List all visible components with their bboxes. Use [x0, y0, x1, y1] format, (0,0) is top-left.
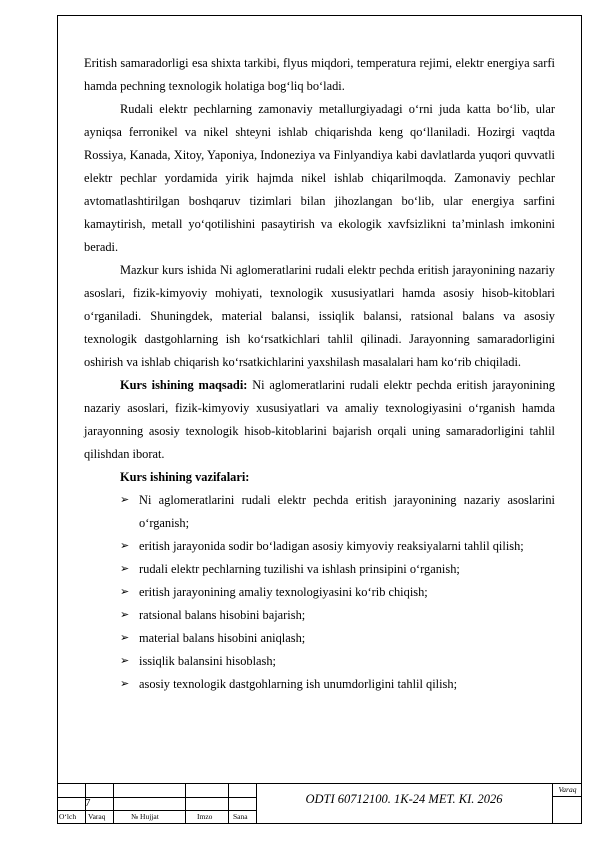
- goal-text: Ni aglomeratlarini rudali elektr pechda eritish jarayonining nazariy asoslari, fizik-kimyoviy xususiyatlari va amaliy texnologiyasini o‘rganish hamda jarayonning asosiy texnologik hisob-kitoblarini bajarish orqali uning samaradorligini tahlil qilishdan iborat.: [84, 378, 555, 461]
- arrow-bullet-icon: ➢: [120, 540, 130, 552]
- list-item: ➢ ratsional balans hisobini bajarish;: [84, 604, 555, 627]
- list-item: ➢ Ni aglomeratlarini rudali elektr pechda eritish jarayonining nazariy asoslarini o‘rganish;: [84, 489, 555, 535]
- tasks-list: [84, 489, 555, 696]
- list-item: ➢ rudali elektr pechlarning tuzilishi va ishlash prinsipini o‘rganish;: [84, 558, 555, 581]
- list-item: ➢ eritish jarayonida sodir bo‘ladigan asosiy kimyoviy reaksiyalarni tahlil qilish;: [84, 535, 555, 558]
- col-label-hujjat: № Hujjat: [131, 812, 159, 821]
- list-item: ➢ asosiy texnologik dastgohlarning ish unumdorligini tahlil qilish;: [84, 673, 555, 696]
- col-label-olch: O‘lch: [59, 812, 77, 821]
- goal-paragraph: [84, 374, 555, 466]
- page-number: 7: [85, 797, 91, 809]
- paragraph-2: Rudali elektr pechlarning zamonaviy metallurgiyadagi o‘rni juda katta bo‘lib, ular ayniqsa ferronikel va nikel shteyni ishlab chiqarishda keng qo‘llaniladi. Hozirgi vaqtda Rossiya, Kanada, Xitoy, Yaponiya, Indoneziya va Finlyandiya kabi davlatlarda yuqori quvvatli elektr pechlar yordamida yirik hajmda nikel ishlab chiqarilmoqda. Zamonaviy pechlar avtomatlashtirilgan boshqaruv tizimlari bilan jihozlangan bo‘lib, ular energiya sarfini kamaytirish, metall yo‘qotilishini pasaytirish va ekologik xavfsizlikni ta’minlash imkonini beradi.: [84, 102, 555, 254]
- col-label-sana: Sana: [233, 812, 248, 821]
- document-code: ODTI 60712100. 1K-24 MET. KI. 2026: [305, 792, 503, 806]
- tasks-heading: Kurs ishining vazifalari:: [120, 470, 250, 484]
- arrow-bullet-icon: ➢: [120, 655, 130, 667]
- arrow-bullet-icon: ➢: [120, 632, 130, 644]
- list-item: ➢ material balans hisobini aniqlash;: [84, 627, 555, 650]
- col-label-imzo: Imzo: [197, 812, 213, 821]
- list-item: ➢ eritish jarayonining amaliy texnologiyasini ko‘rib chiqish;: [84, 581, 555, 604]
- arrow-bullet-icon: ➢: [120, 586, 130, 598]
- arrow-bullet-icon: ➢: [120, 678, 130, 690]
- sheet-label: Varaq: [558, 785, 577, 794]
- paragraph-3: Mazkur kurs ishida Ni aglomeratlarini rudali elektr pechda eritish jarayonining nazariy asoslari, fizik-kimyoviy mohiyati, texnologik xususiyatlari hamda asosiy hisob-kitoblari o‘rganiladi. Shuningdek, material balansi, issiqlik balansi, ratsional balans va asosiy texnologik dastgohlarning ish ko‘rsatkichlari tahlil qilinadi. Jarayonning samaradorligini oshirish va ishlab chiqarish ko‘rsatkichlarini yaxshilash masalalari ham ko‘rib chiqiladi.: [84, 263, 555, 369]
- document-body: [84, 52, 555, 696]
- arrow-bullet-icon: ➢: [120, 563, 130, 575]
- arrow-bullet-icon: ➢: [120, 609, 130, 621]
- col-label-varaq: Varaq: [88, 812, 106, 821]
- goal-label: Kurs ishining maqsadi:: [120, 378, 248, 392]
- arrow-bullet-icon: ➢: [120, 494, 130, 506]
- list-item: ➢ issiqlik balansini hisoblash;: [84, 650, 555, 673]
- paragraph-1: Eritish samaradorligi esa shixta tarkibi, flyus miqdori, temperatura rejimi, elektr energiya sarfi hamda pechning texnologik holatiga bog‘liq bo‘ladi.: [84, 56, 555, 93]
